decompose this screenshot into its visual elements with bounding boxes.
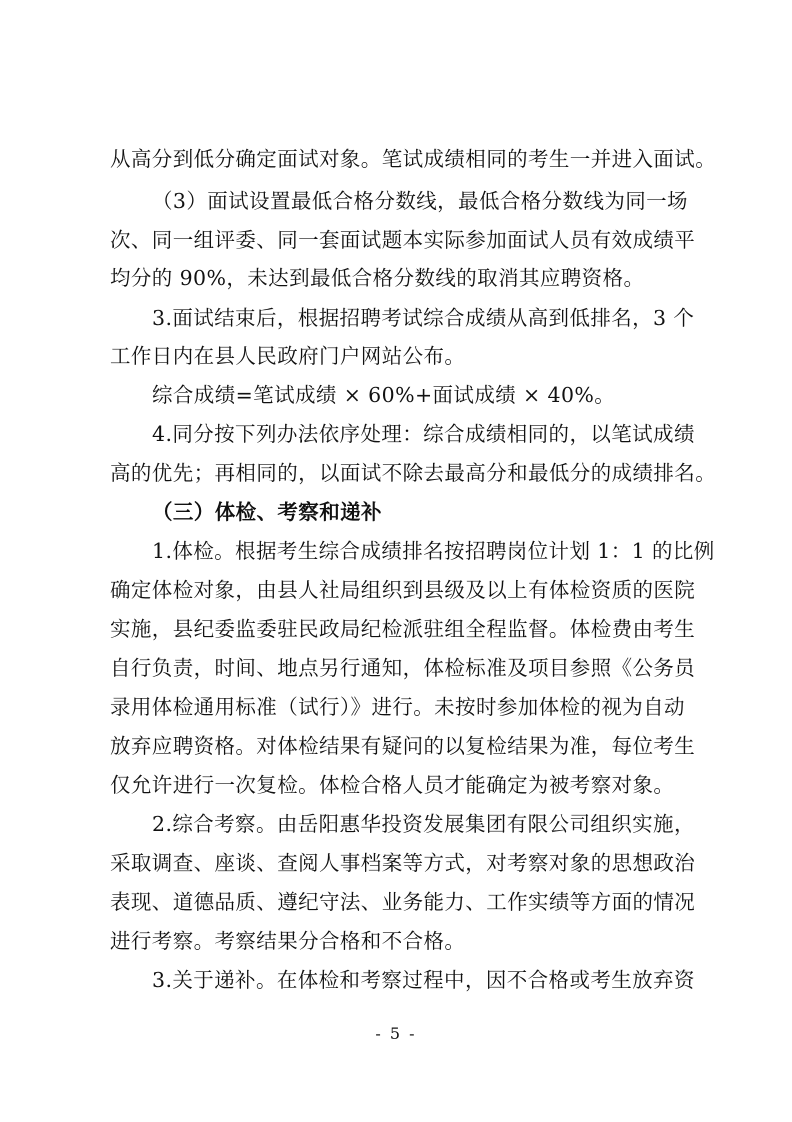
paragraph-line-14: 自行负责，时间、地点另行通知，体检标准及项目参照《公务员 bbox=[110, 656, 696, 680]
paragraph-line-1: 从高分到低分确定面试对象。笔试成绩相同的考生一并进入面试。 bbox=[110, 147, 717, 171]
paragraph-line-15: 录用体检通用标准（试行）》进行。未按时参加体检的视为自动 bbox=[110, 695, 685, 719]
paragraph-line-18: 2.综合考察。由岳阳惠华投资发展集团有限公司组织实施， bbox=[152, 812, 695, 836]
paragraph-line-20: 表现、道德品质、遵纪守法、业务能力、工作实绩等方面的情况 bbox=[110, 890, 696, 914]
formula-line: 综合成绩=笔试成绩 × 60%+面试成绩 × 40%。 bbox=[152, 383, 616, 407]
paragraph-line-12: 确定体检对象，由县人社局组织到县级及以上有体检资质的医院 bbox=[110, 578, 696, 602]
paragraph-line-16: 放弃应聘资格。对体检结果有疑问的以复检结果为准，每位考生 bbox=[110, 734, 696, 758]
page-number: - 5 - bbox=[375, 1024, 417, 1043]
paragraph-line-9: 高的优先；再相同的，以面试不除去最高分和最低分的成绩排名。 bbox=[110, 461, 717, 485]
section-heading: （三）体检、考察和递补 bbox=[152, 500, 382, 524]
paragraph-line-4: 均分的 90%，未达到最低合格分数线的取消其应聘资格。 bbox=[110, 266, 645, 290]
paragraph-line-2: （3）面试设置最低合格分数线，最低合格分数线为同一场 bbox=[152, 189, 688, 213]
paragraph-line-19: 采取调查、座谈、查阅人事档案等方式，对考察对象的思想政治 bbox=[110, 851, 696, 875]
paragraph-line-13: 实施，县纪委监委驻民政局纪检派驻组全程监督。体检费由考生 bbox=[110, 617, 696, 641]
paragraph-line-3: 次、同一组评委、同一套面试题本实际参加面试人员有效成绩平 bbox=[110, 228, 696, 252]
paragraph-line-22: 3.关于递补。在体检和考察过程中，因不合格或考生放弃资 bbox=[152, 968, 695, 992]
paragraph-line-8: 4.同分按下列办法依序处理：综合成绩相同的，以笔试成绩 bbox=[152, 422, 695, 446]
paragraph-line-17: 仅允许进行一次复检。体检合格人员才能确定为被考察对象。 bbox=[110, 773, 675, 797]
paragraph-line-5: 3.面试结束后，根据招聘考试综合成绩从高到低排名，3 个 bbox=[152, 306, 695, 330]
paragraph-line-21: 进行考察。考察结果分合格和不合格。 bbox=[110, 929, 466, 953]
paragraph-line-11: 1.体检。根据考生综合成绩排名按招聘岗位计划 1：1 的比例 bbox=[152, 539, 715, 563]
paragraph-line-6: 工作日内在县人民政府门户网站公布。 bbox=[110, 344, 466, 368]
